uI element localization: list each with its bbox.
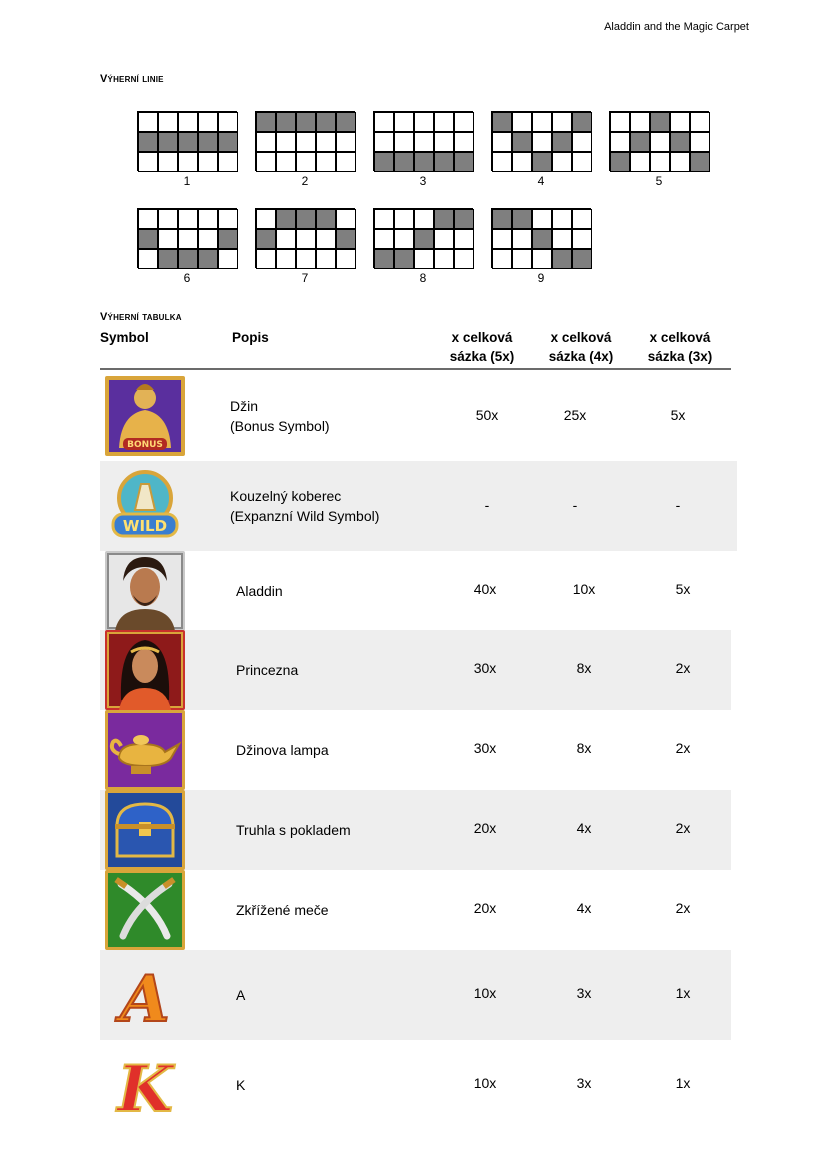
- payline-cell: [630, 152, 650, 172]
- payline-cell: [650, 152, 670, 172]
- payline-cell: [512, 112, 532, 132]
- payline-cell: [512, 152, 532, 172]
- letter-k-icon: [105, 1045, 185, 1125]
- payout-5x: 10x: [473, 1075, 497, 1091]
- paytable-header: [100, 328, 731, 370]
- aladdin-icon: [105, 551, 185, 631]
- payline-cell: [394, 112, 414, 132]
- payline-cell: [512, 229, 532, 249]
- payout-5x: 30x: [473, 660, 497, 676]
- header-pay-5x-line2: sázka (5x): [449, 349, 515, 364]
- payline-cell-filled: [276, 209, 296, 229]
- header-pay-3x-line1: x celková: [649, 330, 711, 345]
- paytable-row-k: [100, 1040, 737, 1130]
- payline-grid: [137, 111, 237, 171]
- payline-grid: [255, 111, 355, 171]
- payline-cell: [670, 152, 690, 172]
- payline-cell: [454, 132, 474, 152]
- payline-cell: [532, 249, 552, 269]
- payline-cell-filled: [454, 152, 474, 172]
- payline-cell: [394, 132, 414, 152]
- payline-cell-filled: [492, 112, 512, 132]
- payline-cell-filled: [158, 249, 178, 269]
- payout-5x: 10x: [473, 985, 497, 1001]
- payline-cell: [218, 152, 238, 172]
- payline-cell: [296, 229, 316, 249]
- payline-cell-filled: [296, 209, 316, 229]
- symbol-name: K: [236, 1077, 246, 1093]
- paytable-row-swords: [100, 870, 737, 950]
- payline-cell: [492, 132, 512, 152]
- payout-4x: 25x: [563, 407, 587, 423]
- payline-grid: [491, 208, 591, 268]
- payline-cell: [336, 132, 356, 152]
- row-description: [236, 900, 329, 920]
- payline-cell: [336, 249, 356, 269]
- payline-cell: [492, 229, 512, 249]
- paytable-row-princess: [100, 630, 731, 710]
- payline-cell: [276, 152, 296, 172]
- payline-cell-filled: [690, 152, 710, 172]
- payout-4x: 4x: [576, 900, 592, 916]
- payline-cell-filled: [138, 229, 158, 249]
- payline-cell: [610, 112, 630, 132]
- header-pay-5x: [437, 328, 527, 366]
- payline-cell-filled: [454, 209, 474, 229]
- symbol-name: Džinova lampa: [236, 742, 329, 758]
- payline-cell-filled: [572, 249, 592, 269]
- payline-5: [609, 111, 709, 188]
- payline-cell-filled: [532, 152, 552, 172]
- payline-cell: [630, 112, 650, 132]
- princess-icon: [105, 630, 185, 710]
- payline-cell-filled: [394, 249, 414, 269]
- payout-4x: 8x: [576, 740, 592, 756]
- row-description: [230, 396, 330, 436]
- payline-cell: [218, 112, 238, 132]
- header-pay-5x-line1: x celková: [451, 330, 513, 345]
- payline-6: [137, 208, 237, 285]
- payline-cell: [316, 132, 336, 152]
- payline-cell-filled: [394, 152, 414, 172]
- header-pay-3x-line2: sázka (3x): [647, 349, 713, 364]
- payline-cell: [138, 152, 158, 172]
- payline-cell: [374, 112, 394, 132]
- payout-3x: 2x: [675, 820, 691, 836]
- row-description: [236, 660, 298, 680]
- symbol-name: Princezna: [236, 662, 299, 678]
- svg-text:A: A: [120, 962, 170, 1035]
- payline-cell: [316, 152, 336, 172]
- payline-number: 8: [419, 271, 427, 285]
- payline-cell-filled: [256, 229, 276, 249]
- payline-9: [491, 208, 591, 285]
- payline-cell: [256, 249, 276, 269]
- payline-cell: [198, 152, 218, 172]
- payline-cell-filled: [178, 132, 198, 152]
- payline-cell: [552, 152, 572, 172]
- symbol-note: (Bonus Symbol): [230, 418, 330, 434]
- payline-cell-filled: [630, 132, 650, 152]
- payline-cell: [454, 249, 474, 269]
- payline-cell: [394, 209, 414, 229]
- payline-cell: [198, 229, 218, 249]
- payout-4x: 3x: [576, 1075, 592, 1091]
- header-pay-4x-line2: sázka (4x): [548, 349, 614, 364]
- payline-cell: [610, 132, 630, 152]
- paytable-row-lamp: [100, 710, 737, 790]
- symbol-name: Zkřížené meče: [236, 902, 329, 918]
- payline-cell-filled: [434, 152, 454, 172]
- payline-cell: [572, 152, 592, 172]
- payline-cell: [690, 112, 710, 132]
- payline-number: 1: [183, 174, 191, 188]
- payline-number: 4: [537, 174, 545, 188]
- payline-cell: [434, 249, 454, 269]
- payline-cell: [276, 249, 296, 269]
- symbol-note: (Expanzní Wild Symbol): [230, 508, 380, 524]
- payline-cell-filled: [218, 229, 238, 249]
- payout-4x: 8x: [576, 660, 592, 676]
- paytable-row-aladdin: [100, 551, 737, 630]
- payline-cell: [414, 132, 434, 152]
- payline-cell: [316, 249, 336, 269]
- payline-cell: [552, 209, 572, 229]
- payline-cell-filled: [218, 132, 238, 152]
- payline-cell: [276, 132, 296, 152]
- payline-number: 3: [419, 174, 427, 188]
- payline-cell-filled: [336, 112, 356, 132]
- payline-number: 6: [183, 271, 191, 285]
- payout-5x: 30x: [473, 740, 497, 756]
- payout-3x: -: [675, 497, 681, 513]
- payline-cell: [532, 132, 552, 152]
- payline-cell-filled: [296, 112, 316, 132]
- payline-cell-filled: [336, 229, 356, 249]
- payline-cell-filled: [374, 249, 394, 269]
- svg-text:K: K: [117, 1052, 173, 1125]
- payline-cell: [158, 229, 178, 249]
- payline-cell: [552, 229, 572, 249]
- payline-cell-filled: [316, 209, 336, 229]
- symbol-name: Aladdin: [236, 583, 283, 599]
- payline-cell: [394, 229, 414, 249]
- payline-cell-filled: [414, 229, 434, 249]
- payout-3x: 2x: [675, 740, 691, 756]
- payline-cell: [178, 152, 198, 172]
- symbol-name: Truhla s pokladem: [236, 822, 351, 838]
- payout-3x: 5x: [675, 581, 691, 597]
- payline-cell-filled: [670, 132, 690, 152]
- payline-cell: [414, 249, 434, 269]
- payline-cell: [296, 152, 316, 172]
- payout-5x: -: [484, 497, 490, 513]
- genie-bonus-icon: [105, 376, 185, 456]
- payline-cell: [218, 249, 238, 269]
- payline-cell-filled: [276, 112, 296, 132]
- payline-3: [373, 111, 473, 188]
- payline-cell: [532, 112, 552, 132]
- payline-cell-filled: [512, 209, 532, 229]
- payline-cell: [138, 112, 158, 132]
- payline-cell-filled: [492, 209, 512, 229]
- symbol-name: Džin: [230, 398, 259, 414]
- payout-5x: 50x: [475, 407, 499, 423]
- crossed-swords-icon: [105, 870, 185, 950]
- payline-number: 7: [301, 271, 309, 285]
- payout-5x: 40x: [473, 581, 497, 597]
- paytable-row-a: [100, 950, 731, 1040]
- payline-cell: [138, 209, 158, 229]
- payline-4: [491, 111, 591, 188]
- payout-3x: 5x: [670, 407, 686, 423]
- header-pay-4x: [536, 328, 626, 366]
- payline-cell: [670, 112, 690, 132]
- payline-cell-filled: [138, 132, 158, 152]
- payline-cell-filled: [610, 152, 630, 172]
- magic-carpet-wild-icon: [105, 466, 185, 546]
- payline-cell: [374, 209, 394, 229]
- payline-cell: [296, 132, 316, 152]
- payline-cell-filled: [512, 132, 532, 152]
- payline-grid: [491, 111, 591, 171]
- payline-cell: [650, 132, 670, 152]
- payline-cell-filled: [650, 112, 670, 132]
- row-description: [236, 740, 329, 760]
- payline-cell: [454, 229, 474, 249]
- payline-cell: [276, 229, 296, 249]
- payline-cell: [256, 152, 276, 172]
- payline-cell: [414, 112, 434, 132]
- payline-cell-filled: [316, 112, 336, 132]
- payline-cell: [572, 132, 592, 152]
- symbol-name: Kouzelný koberec: [230, 488, 342, 504]
- payline-cell: [158, 209, 178, 229]
- payline-cell: [552, 112, 572, 132]
- payline-cell: [690, 132, 710, 152]
- payline-2: [255, 111, 355, 188]
- payline-cell: [374, 229, 394, 249]
- payout-3x: 1x: [675, 985, 691, 1001]
- payline-cell: [572, 209, 592, 229]
- payline-grid: [373, 208, 473, 268]
- paylines-panel: [0, 0, 827, 300]
- payline-cell: [158, 112, 178, 132]
- payline-grid: [137, 208, 237, 268]
- payline-cell: [256, 209, 276, 229]
- row-description: [236, 1075, 245, 1095]
- payout-3x: 2x: [675, 900, 691, 916]
- payline-cell-filled: [572, 112, 592, 132]
- payline-cell: [532, 209, 552, 229]
- payline-cell: [256, 132, 276, 152]
- payline-cell: [434, 229, 454, 249]
- payline-number: 2: [301, 174, 309, 188]
- header-pay-4x-line1: x celková: [550, 330, 612, 345]
- payout-4x: 4x: [576, 820, 592, 836]
- payline-cell: [218, 209, 238, 229]
- payout-4x: 10x: [572, 581, 596, 597]
- paytable-row-genie: [100, 371, 737, 461]
- payline-cell: [434, 112, 454, 132]
- payout-4x: -: [572, 497, 578, 513]
- paylines-heading: Výherní linie: [100, 73, 164, 85]
- payline-cell: [572, 229, 592, 249]
- paytable-row-carpet: [100, 461, 737, 551]
- payline-cell: [336, 209, 356, 229]
- payline-cell-filled: [198, 132, 218, 152]
- genie-lamp-icon: [105, 710, 185, 790]
- svg-text:WILD: WILD: [122, 517, 168, 535]
- payout-5x: 20x: [473, 820, 497, 836]
- payline-cell: [316, 229, 336, 249]
- payline-cell-filled: [374, 152, 394, 172]
- row-description: [236, 820, 351, 840]
- payline-7: [255, 208, 355, 285]
- payline-cell: [198, 209, 218, 229]
- row-description: [236, 581, 283, 601]
- payline-grid: [373, 111, 473, 171]
- payline-cell: [492, 249, 512, 269]
- header-symbol: Symbol: [100, 330, 149, 345]
- treasure-chest-icon: [105, 790, 185, 870]
- payline-grid: [609, 111, 709, 171]
- row-description: [236, 985, 245, 1005]
- payline-cell: [512, 249, 532, 269]
- payline-8: [373, 208, 473, 285]
- payline-cell: [158, 152, 178, 172]
- payline-cell: [454, 112, 474, 132]
- payline-cell: [138, 249, 158, 269]
- payline-number: 9: [537, 271, 545, 285]
- payline-cell-filled: [158, 132, 178, 152]
- payout-3x: 1x: [675, 1075, 691, 1091]
- payline-cell: [178, 229, 198, 249]
- payline-cell: [434, 132, 454, 152]
- payline-cell-filled: [552, 132, 572, 152]
- payline-cell-filled: [256, 112, 276, 132]
- payline-cell-filled: [414, 152, 434, 172]
- header-pay-3x: [635, 328, 725, 366]
- payline-grid: [255, 208, 355, 268]
- payout-5x: 20x: [473, 900, 497, 916]
- payline-cell-filled: [178, 249, 198, 269]
- payline-cell: [414, 209, 434, 229]
- payout-3x: 2x: [675, 660, 691, 676]
- payout-4x: 3x: [576, 985, 592, 1001]
- letter-a-icon: [105, 955, 185, 1035]
- svg-text:BONUS: BONUS: [127, 440, 163, 450]
- payline-cell: [492, 152, 512, 172]
- row-description: [230, 486, 379, 526]
- payline-cell-filled: [434, 209, 454, 229]
- payline-cell: [296, 249, 316, 269]
- payline-number: 5: [655, 174, 663, 188]
- payline-cell: [198, 112, 218, 132]
- payline-cell: [336, 152, 356, 172]
- payline-1: [137, 111, 237, 188]
- paytable-row-chest: [100, 790, 731, 870]
- payline-cell-filled: [198, 249, 218, 269]
- payline-cell-filled: [532, 229, 552, 249]
- paytable-heading: Výherní tabulka: [100, 311, 182, 323]
- payline-cell: [374, 132, 394, 152]
- payline-cell: [178, 112, 198, 132]
- symbol-name: A: [236, 987, 246, 1003]
- document-title: Aladdin and the Magic Carpet: [604, 21, 749, 33]
- header-popis: Popis: [232, 330, 269, 345]
- payline-cell-filled: [552, 249, 572, 269]
- payline-cell: [178, 209, 198, 229]
